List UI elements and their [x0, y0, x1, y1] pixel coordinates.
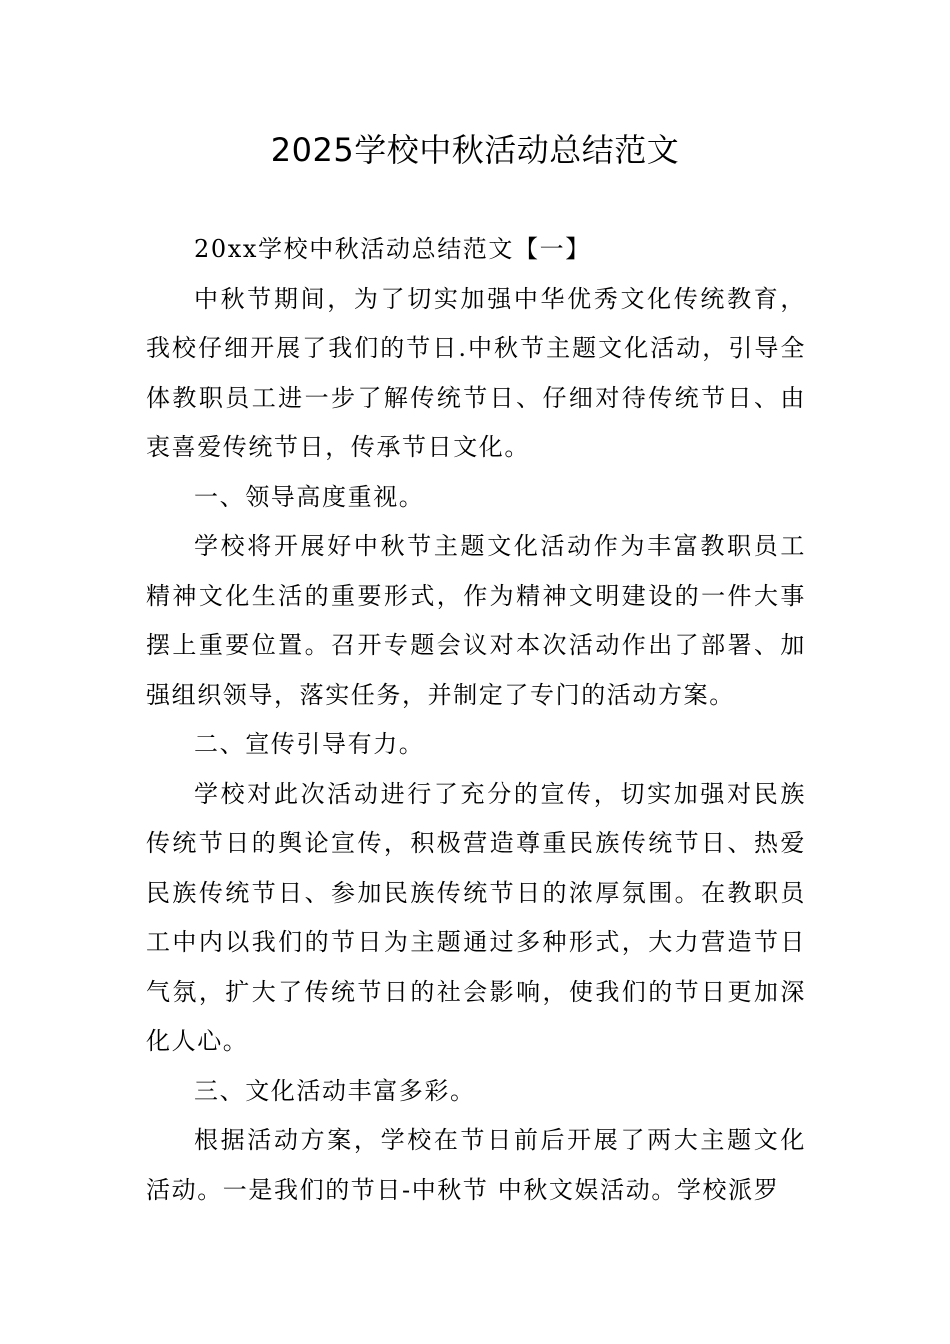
paragraph: 学校将开展好中秋节主题文化活动作为丰富教职员工精神文化生活的重要形式，作为精神文明建设的一件大事摆上重要位置。召开专题会议对本次活动作出了部署、加强组织领导，落实任务，并制定了专门的活动方案。 [146, 532, 806, 709]
paragraph: 学校对此次活动进行了充分的宣传，切实加强对民族传统节日的舆论宣传，积极营造尊重民族传统节日、热爱民族传统节日、参加民族传统节日的浓厚氛围。在教职员工中内以我们的节日为主题通过多种形式，大力营造节日气氛，扩大了传统节日的社会影响，使我们的节日更加深化人心。 [146, 779, 806, 1055]
section-heading: 20xx学校中秋活动总结范文【一】 [194, 235, 591, 263]
section-heading: 一、领导高度重视。 [194, 482, 425, 511]
document-body [146, 225, 806, 1215]
document-title: 2025学校中秋活动总结范文 [270, 131, 680, 169]
paragraph: 中秋节期间，为了切实加强中华优秀文化传统教育，我校仔细开展了我们的节日.中秋节主题文化活动，引导全体教职员工进一步了解传统节日、仔细对待传统节日、由衷喜爱传统节日，传承节日文化。 [146, 284, 806, 461]
section-heading: 三、文化活动丰富多彩。 [194, 1076, 476, 1105]
paragraph: 根据活动方案，学校在节日前后开展了两大主题文化活动。一是我们的节日-中秋节 中秋文娱活动。学校派罗 [146, 1126, 806, 1204]
section-heading: 二、宣传引导有力。 [194, 730, 425, 758]
